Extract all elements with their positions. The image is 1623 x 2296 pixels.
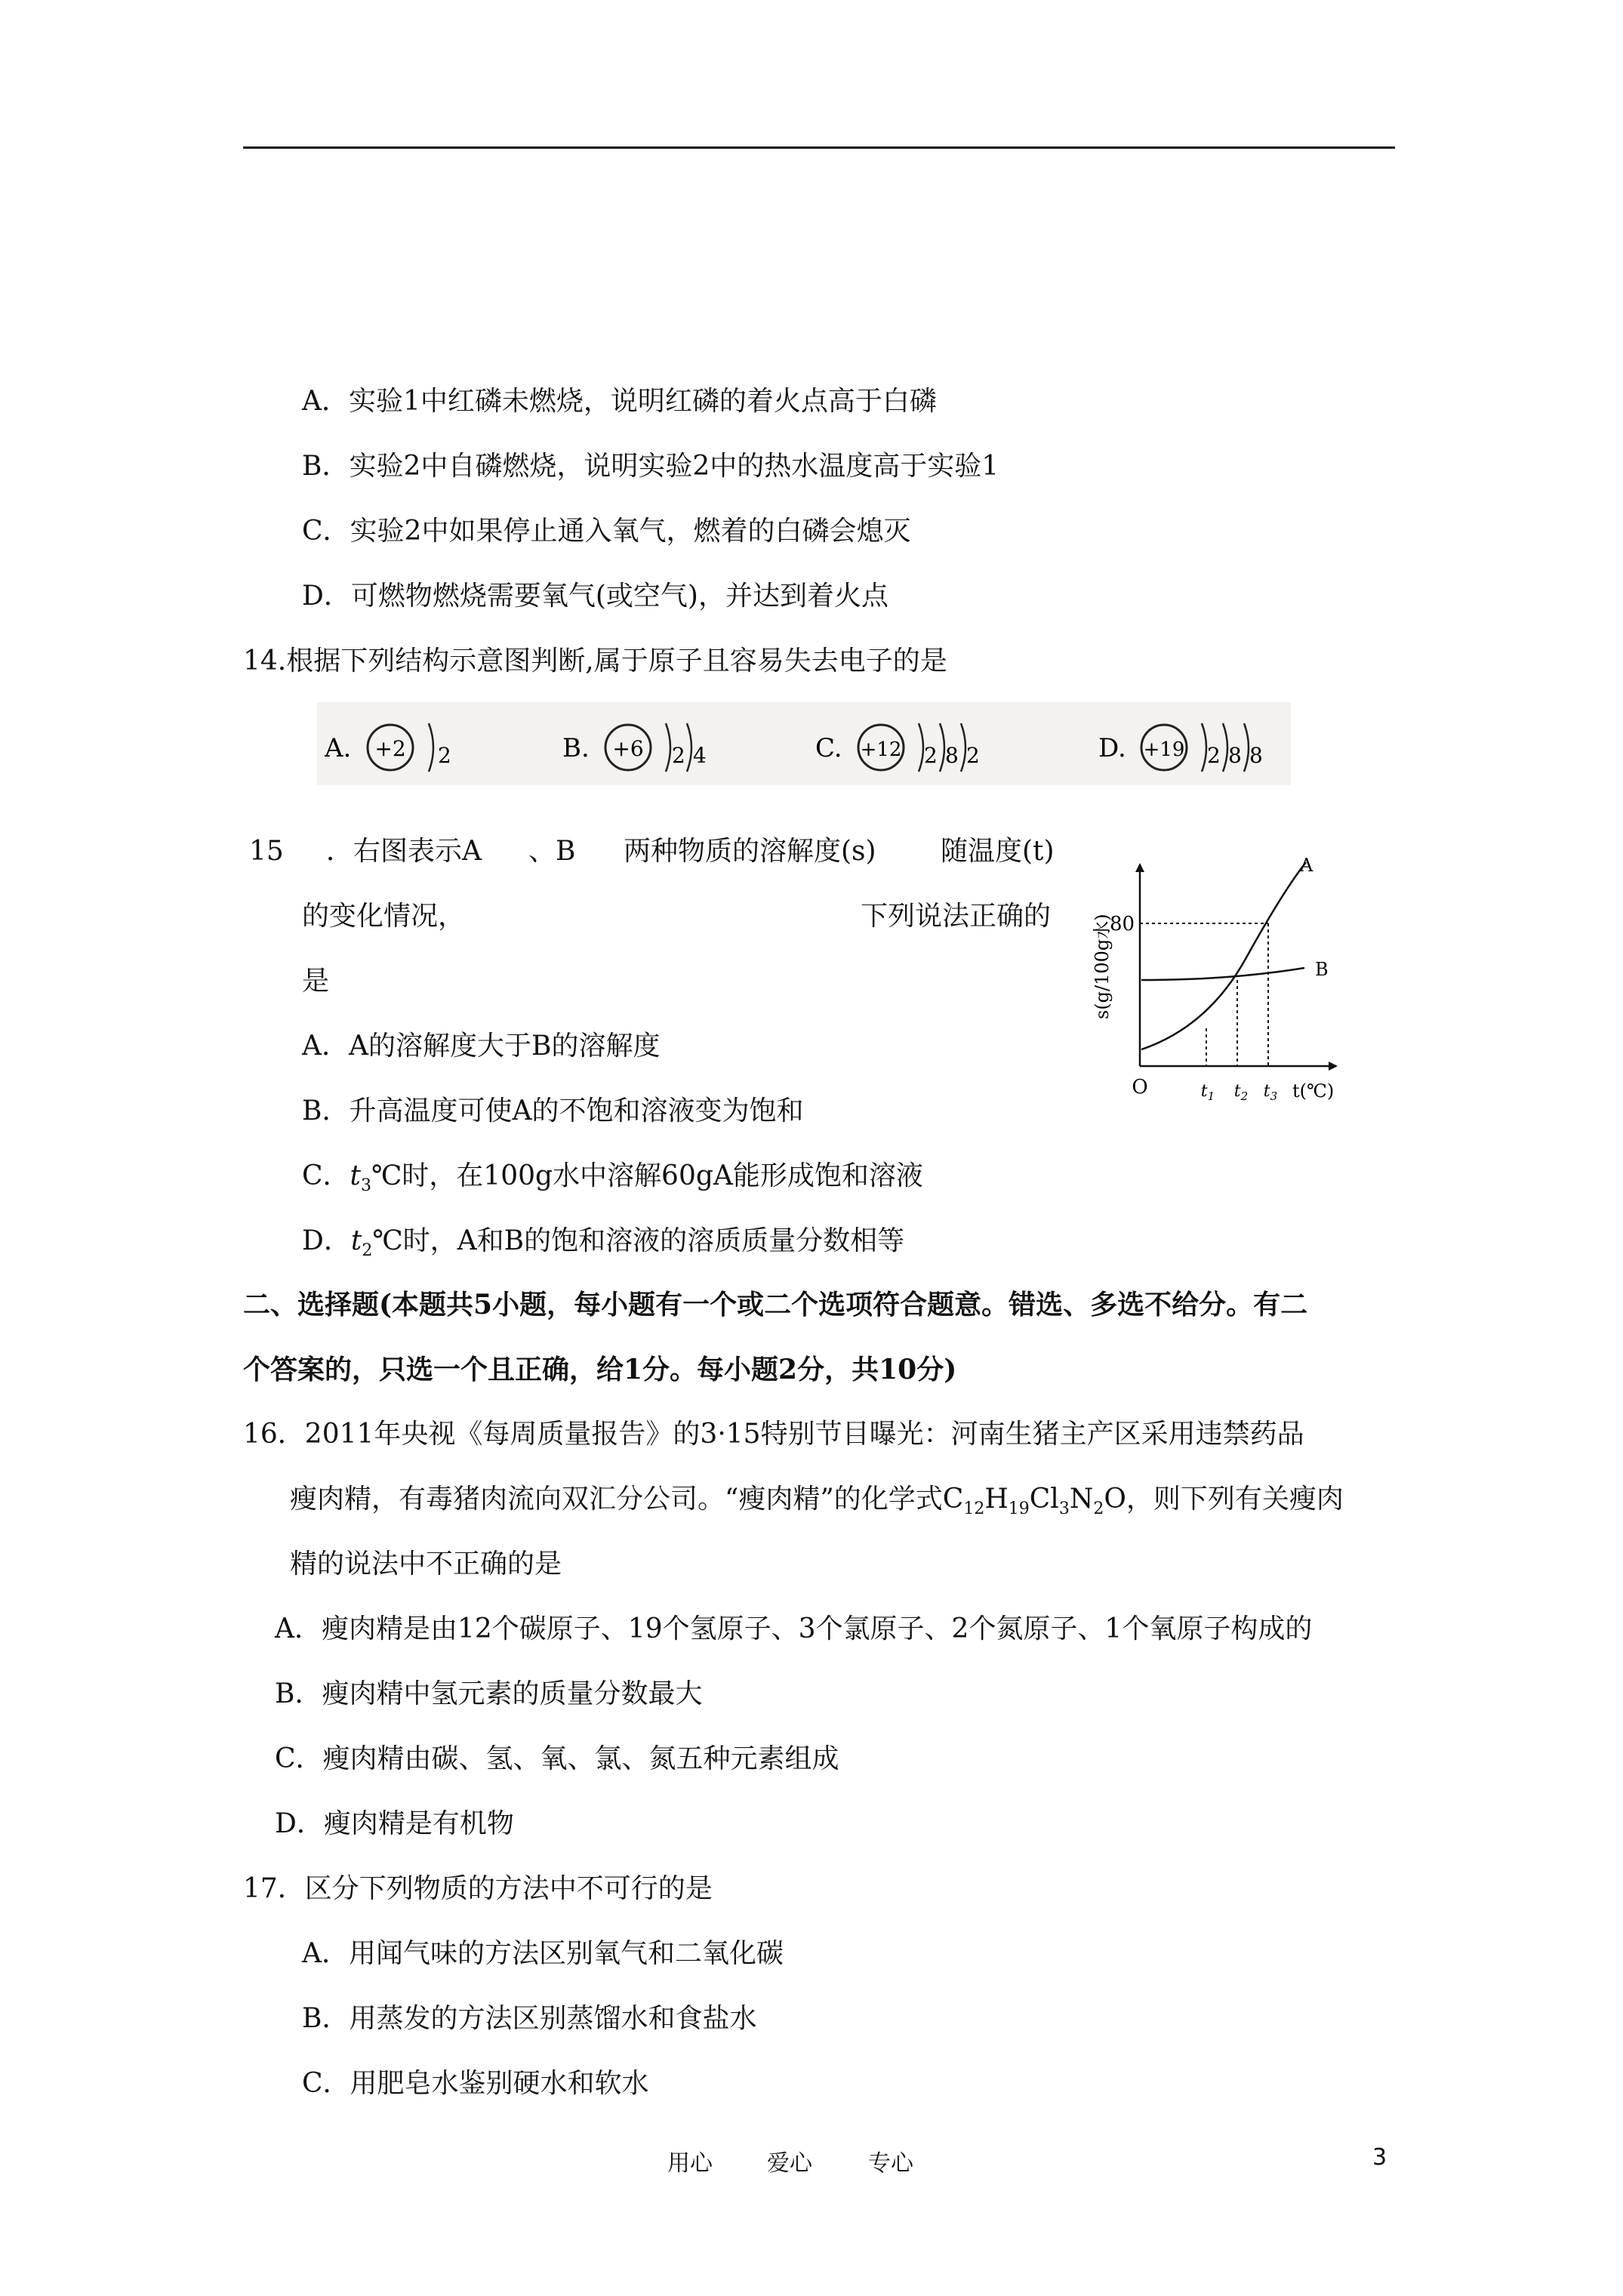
header-rule [243,146,1395,149]
series-b-curve [1141,968,1304,980]
series-a-curve [1141,862,1306,1049]
q14-atom-structure-diagrams [317,702,1291,785]
atom-c-shell-2: 8 [945,743,959,768]
x-tick-t3: $t_3$ [1263,1082,1278,1103]
q14-stem: 14.根据下列结构示意图判断,属于原子且容易失去电子的是 [243,646,947,676]
atom-c-label: C. [815,733,842,763]
q13-option-b: B．实验2中自磷燃烧，说明实验2中的热水温度高于实验1 [302,451,999,482]
q13-option-c: C．实验2中如果停止通入氧气，燃着的白磷会熄灭 [302,516,911,547]
q16-option-b: B．瘦肉精中氢元素的质量分数最大 [275,1678,703,1709]
atom-b-label: B. [562,733,590,763]
q15-text-2: 、B [528,836,576,867]
q15-option-d: D．$t_2℃$时，A和B的饱和溶液的溶质质量分数相等 [302,1225,905,1260]
atom-b-nucleus: +6 [612,736,644,761]
q13-option-a: A．实验1中红磷未燃烧，说明红磷的着火点高于白磷 [302,386,937,417]
atom-a-nucleus: +2 [374,736,406,761]
page-number: 3 [1372,2144,1387,2171]
x-tick-t1: $t_1$ [1200,1082,1215,1103]
q16-line-2: 瘦肉精，有毒猪肉流向双汇分公司。“瘦肉精”的化学式$C_{12}H_{19}Cl_3N_2O$，则下列有关瘦肉 [290,1484,1344,1518]
q15-option-b: B．升高温度可使A的不饱和溶液变为饱和 [302,1096,804,1126]
q15-text-5: 的变化情况， [302,901,466,932]
footer-motto-1: 用心 [667,2150,713,2177]
series-a-label: A [1300,855,1313,876]
q16-line-1: 16．2011年央视《每周质量报告》的3·15特别节目曝光：河南生猪主产区采用违禁药品 [243,1419,1304,1450]
atom-b-shell-1: 2 [672,743,685,768]
origin-label: O [1132,1076,1148,1099]
atom-c-nucleus: +12 [860,738,902,761]
q16-option-c: C．瘦肉精由碳、氢、氧、氯、氮五种元素组成 [275,1743,839,1774]
q17-option-b: B．用蒸发的方法区别蒸馏水和食盐水 [302,2003,757,2034]
q15-text-3: 两种物质的溶解度(s) [624,836,876,867]
solubility-chart [1079,853,1351,1110]
footer-motto-2: 爱心 [767,2150,812,2177]
y-axis-label: s(g/100g水) [1092,914,1113,1019]
x-tick-t2: $t_2$ [1233,1082,1249,1103]
q17-stem: 17．区分下列物质的方法中不可行的是 [243,1873,713,1904]
y-tick-80: 80 [1110,913,1135,935]
atom-b-shell-2: 4 [693,743,707,768]
atom-d-label: D. [1098,733,1126,763]
q16-line-3: 精的说法中不正确的是 [290,1549,562,1579]
q15-text-7: 是 [302,966,330,997]
section-2-heading-2: 个答案的，只选一个且正确，给1分。每小题2分，共10分) [243,1354,957,1385]
atom-a-shell-1: 2 [438,743,451,768]
atom-d-nucleus: +19 [1143,738,1185,761]
series-b-label: B [1315,959,1329,980]
section-2-heading-1: 二、选择题(本题共5小题，每小题有一个或二个选项符合题意。错选、多选不给分。有二 [243,1289,1308,1321]
atom-c-shell-3: 2 [966,743,980,768]
q15-text-1: ．右图表示A [326,836,482,867]
q15-number: 15 [249,836,284,867]
q15-text-4: 随温度(t) [941,836,1055,867]
q17-option-c: C．用肥皂水鉴别硬水和软水 [302,2068,649,2099]
footer-motto-3: 专心 [868,2150,913,2177]
atom-d-shell-1: 2 [1207,743,1221,768]
atom-c-shell-1: 2 [924,743,938,768]
atom-d-shell-3: 8 [1249,743,1263,768]
q16-option-d: D．瘦肉精是有机物 [275,1808,514,1839]
q15-option-c: C．$t_3℃$时，在100g水中溶解60gA能形成饱和溶液 [302,1160,923,1195]
q13-option-d: D．可燃物燃烧需要氧气(或空气)，并达到着火点 [302,581,888,612]
q16-option-a: A．瘦肉精是由12个碳原子、19个氢原子、3个氯原子、2个氮原子、1个氧原子构成的 [275,1613,1313,1644]
q15-option-a: A．A的溶解度大于B的溶解度 [302,1031,661,1062]
q17-option-a: A．用闻气味的方法区别氧气和二氧化碳 [302,1938,784,1969]
x-axis-label: t(℃) [1292,1080,1335,1102]
atom-d-shell-2: 8 [1228,743,1242,768]
q15-text-6: 下列说法正确的 [861,901,1052,932]
atom-a-label: A. [325,733,352,763]
